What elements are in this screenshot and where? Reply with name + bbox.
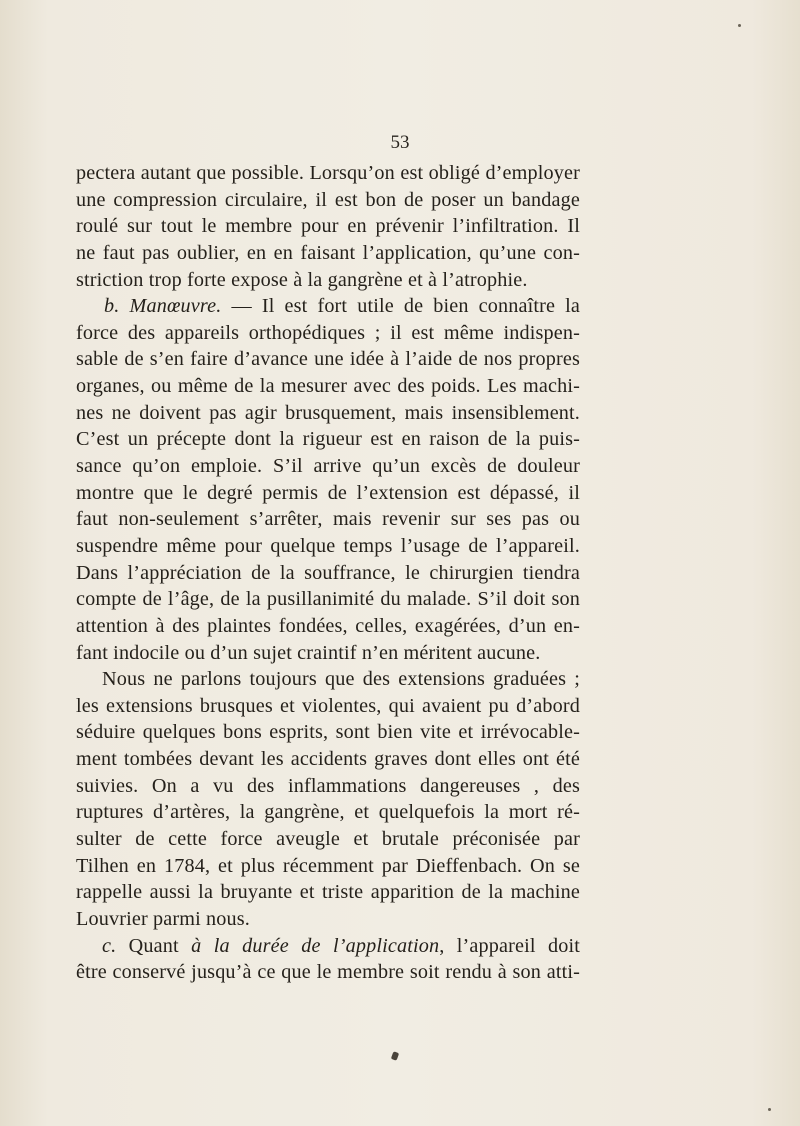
- paragraph-duree-heading: [76, 933, 580, 960]
- section-text: — Il est fort utile de bien connaître la: [221, 295, 580, 318]
- text-line: suivies. On a vu des inflammations dangereuses , des: [76, 774, 580, 797]
- ink-mark: [391, 1051, 399, 1061]
- text-line: séduire quelques bons esprits, sont bien vite et irrévocable-: [76, 721, 580, 744]
- text-line: C’est un précepte dont la rigueur est en raison de la puis-: [76, 428, 580, 451]
- text-line: ment tombées devant les accidents graves dont elles ont été: [76, 748, 580, 771]
- text-line: sulter de cette force aveugle et brutale préconisée par: [76, 828, 580, 851]
- text-line: faut non-seulement s’arrêter, mais revenir sur ses pas ou: [76, 508, 580, 531]
- text-line: une compression circulaire, il est bon de poser un bandage: [76, 188, 580, 211]
- text-line: compte de l’âge, de la pusillanimité du malade. S’il doit son: [76, 588, 580, 611]
- text-line: rappelle aussi la bruyante et triste apparition de la machine: [76, 881, 580, 904]
- text-line: roulé sur tout le membre pour en prévenir l’infiltration. Il: [76, 215, 580, 238]
- text-line: attention à des plaintes fondées, celles, exagérées, d’un en-: [76, 614, 580, 637]
- section-text: , l’appareil doit: [439, 934, 581, 957]
- text-line: pectera autant que possible. Lorsqu’on est obligé d’employer: [76, 162, 580, 184]
- text-line: Nous ne parlons toujours que des extensions graduées ;: [102, 668, 580, 691]
- text-line: Tilhen en 1784, et plus récemment par Dieffenbach. On se: [76, 854, 580, 877]
- section-title-duree: à la durée de l’application: [191, 934, 440, 957]
- section-label-c: c.: [102, 934, 117, 957]
- section-text-quant: Quant: [116, 934, 192, 957]
- text-line: ruptures d’artères, la gangrène, et quelquefois la mort ré-: [76, 801, 580, 824]
- text-line: sable de s’en faire d’avance une idée à l’aide de nos propres: [76, 348, 580, 371]
- text-line: montre que le degré permis de l’extension est dépassé, il: [76, 481, 580, 504]
- text-line: fant indocile ou d’un sujet craintif n’en méritent aucune.: [76, 641, 541, 664]
- paper-speck: [738, 24, 741, 27]
- text-line: striction trop forte expose à la gangrène et à l’atrophie.: [76, 268, 528, 291]
- text-line: les extensions brusques et violentes, qui avaient pu d’abord: [76, 694, 580, 717]
- text-line: ne faut pas oublier, en en faisant l’application, qu’une con-: [76, 241, 580, 264]
- body-text: [76, 160, 580, 986]
- section-title-manoeuvre: Manœuvre.: [129, 295, 222, 318]
- text-line: force des appareils orthopédiques ; il est même indispen-: [76, 321, 580, 344]
- text-line: être conservé jusqu’à ce que le membre soit rendu à son atti-: [76, 961, 580, 984]
- text-line: nes ne doivent pas agir brusquement, mais insensiblement.: [76, 401, 580, 424]
- text-line: organes, ou même de la mesurer avec des poids. Les machi-: [76, 375, 580, 398]
- page-number: 53: [390, 132, 410, 153]
- section-label-b: b.: [104, 295, 120, 318]
- text-line: Dans l’appréciation de la souffrance, le chirurgien tiendra: [76, 561, 580, 584]
- text-line: suspendre même pour quelque temps l’usage de l’appareil.: [76, 534, 580, 557]
- text-line: Louvrier parmi nous.: [76, 907, 250, 930]
- paragraph-manoeuvre-heading: [76, 293, 580, 320]
- text-line: sance qu’on emploie. S’il arrive qu’un excès de douleur: [76, 455, 580, 478]
- paper-speck: [768, 1108, 771, 1111]
